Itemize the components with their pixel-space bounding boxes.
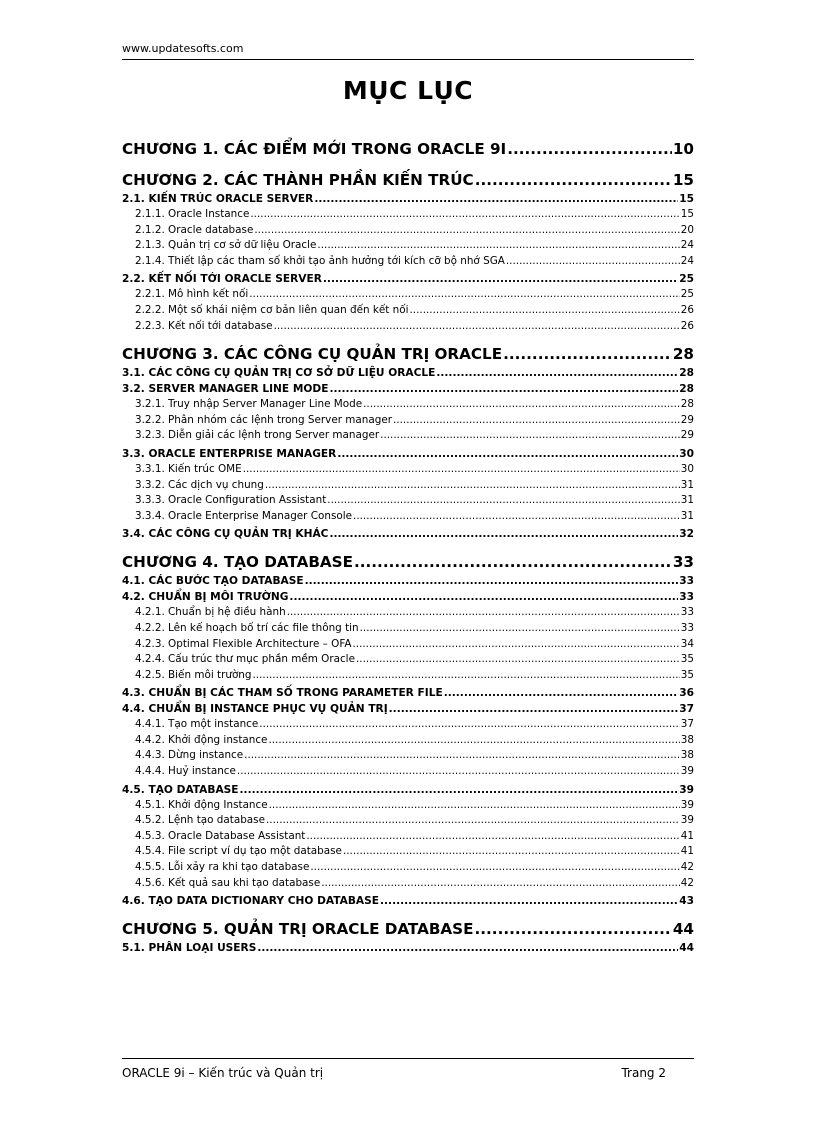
toc-dot-leader [507, 138, 672, 160]
toc-entry-page: 26 [680, 319, 694, 332]
toc-entry-page: 30 [679, 447, 694, 460]
toc-entry-label: 3.4. CÁC CÔNG CỤ QUẢN TRỊ KHÁC [122, 528, 329, 541]
toc-entry-label: 3.3. ORACLE ENTERPRISE MANAGER [122, 447, 337, 460]
toc-entry-label: 4.4.1. Tạo một instance [135, 718, 259, 731]
toc-dot-leader [306, 829, 679, 845]
toc-entry-page: 33 [679, 591, 694, 604]
toc-entry-sub[interactable] [122, 668, 694, 684]
toc-entry-sub[interactable] [122, 223, 694, 239]
toc-dot-leader [244, 748, 680, 764]
toc-entry-label: 4.2.3. Optimal Flexible Architecture – OFA [135, 637, 352, 650]
toc-entry-sub[interactable] [122, 493, 694, 509]
toc-entry-page: 31 [680, 478, 694, 491]
toc-dot-leader [343, 844, 680, 860]
toc-entry-sub[interactable] [122, 844, 694, 860]
toc-dot-leader [289, 589, 678, 605]
toc-entry-label: 2.1.3. Quản trị cơ sở dữ liệu Oracle [135, 239, 317, 252]
toc-entry-page: 33 [680, 621, 694, 634]
toc-dot-leader [380, 428, 680, 444]
toc-entry-label: 3.3.3. Oracle Configuration Assistant [135, 494, 327, 507]
toc-dot-leader [389, 701, 679, 717]
toc-entry-sub[interactable] [122, 428, 694, 444]
toc-entry-label: 5.1. PHÂN LOẠI USERS [122, 942, 257, 955]
toc-entry-page: 31 [680, 509, 694, 522]
toc-entry-label: 2.2.3. Kết nối tới database [135, 319, 273, 332]
header-site-url[interactable]: www.updatesofts.com [122, 42, 244, 55]
toc-dot-leader [356, 652, 680, 668]
toc-entry-page: 15 [679, 193, 694, 205]
toc-entry-page: 39 [680, 798, 694, 811]
toc-entry-section[interactable] [122, 526, 694, 542]
toc-entry-label: 4.5.3. Oracle Database Assistant [135, 829, 306, 842]
toc-entry-label: 2.2.2. Một số khái niệm cơ bản liên quan đến kết nối [135, 303, 409, 316]
toc-entry-page: 34 [680, 637, 694, 650]
toc-dot-leader [269, 798, 680, 814]
footer-document-title: ORACLE 9i – Kiến trúc và Quản trị [122, 1066, 324, 1080]
toc-entry-label: 4.6. TẠO DATA DICTIONARY CHO DATABASE [122, 895, 379, 908]
toc-dot-leader [274, 319, 680, 335]
toc-entry-sub[interactable] [122, 303, 694, 319]
toc-entry-sub[interactable] [122, 876, 694, 892]
toc-entry-page: 25 [679, 273, 694, 286]
toc-entry-label: 4.5.5. Lỗi xảy ra khi tạo database [135, 861, 310, 874]
toc-entry-sub[interactable] [122, 462, 694, 478]
toc-entry-label: 2.1.4. Thiết lập các tham số khởi tạo ảnh hưởng tới kích cỡ bộ nhớ SGA [135, 254, 505, 267]
toc-entry-sub[interactable] [122, 860, 694, 876]
table-of-contents [122, 138, 694, 956]
toc-entry-page: 28 [672, 345, 694, 364]
toc-dot-leader [360, 621, 680, 637]
toc-dot-leader [380, 893, 678, 909]
toc-dot-leader [393, 413, 680, 429]
toc-dot-leader [353, 509, 680, 525]
toc-entry-page: 38 [680, 733, 694, 746]
toc-entry-label: 4.5.4. File script ví dụ tạo một database [135, 845, 342, 858]
toc-entry-label: CHƯƠNG 2. CÁC THÀNH PHẦN KIẾN TRÚC [122, 171, 474, 189]
toc-entry-sub[interactable] [122, 748, 694, 764]
toc-dot-leader [444, 685, 679, 701]
toc-entry-page: 38 [680, 749, 694, 762]
toc-entry-page: 30 [680, 462, 694, 475]
toc-entry-sub[interactable] [122, 413, 694, 429]
toc-entry-label: 3.3.1. Kiến trúc OME [135, 462, 242, 475]
toc-entry-sub[interactable] [122, 621, 694, 637]
toc-dot-leader [321, 876, 680, 892]
page-title: MỤC LỤC [342, 76, 474, 105]
toc-entry-label: 4.2.4. Cấu trúc thư mục phần mềm Oracle [135, 653, 355, 666]
toc-entry-page: 42 [680, 861, 694, 874]
toc-entry-page: 43 [679, 895, 694, 908]
toc-entry-section[interactable] [122, 191, 694, 207]
toc-entry-section[interactable] [122, 573, 694, 589]
toc-dot-leader [249, 287, 680, 303]
toc-entry-sub[interactable] [122, 764, 694, 780]
toc-entry-page: 41 [680, 845, 694, 858]
toc-entry-page: 39 [679, 783, 694, 796]
toc-dot-leader [237, 764, 680, 780]
toc-entry-sub[interactable] [122, 397, 694, 413]
toc-entry-page: 20 [680, 223, 694, 236]
toc-dot-leader [250, 207, 679, 223]
toc-dot-leader [409, 303, 679, 319]
toc-entry-section[interactable] [122, 701, 694, 717]
toc-entry-sub[interactable] [122, 813, 694, 829]
toc-entry-label: 3.3.4. Oracle Enterprise Manager Console [135, 509, 353, 522]
toc-entry-chapter[interactable] [122, 169, 694, 191]
toc-entry-sub[interactable] [122, 798, 694, 814]
toc-entry-label: CHƯƠNG 4. TẠO DATABASE [122, 553, 353, 572]
toc-entry-sub[interactable] [122, 254, 694, 270]
toc-entry-page: 37 [680, 718, 694, 731]
toc-entry-page: 41 [680, 829, 694, 842]
toc-entry-page: 26 [680, 303, 694, 316]
toc-dot-leader [506, 254, 680, 270]
toc-entry-label: 4.2.2. Lên kế hoạch bố trí các file thông tin [135, 621, 359, 634]
toc-entry-sub[interactable] [122, 637, 694, 653]
toc-entry-label: 2.2.1. Mô hình kết nối [135, 288, 249, 301]
toc-entry-page: 15 [680, 208, 694, 220]
toc-entry-label: 4.5. TẠO DATABASE [122, 783, 239, 796]
toc-entry-sub[interactable] [122, 509, 694, 525]
toc-entry-page: 44 [679, 942, 694, 955]
toc-entry-page: 33 [672, 553, 694, 572]
toc-entry-label: 2.1.1. Oracle Instance [135, 208, 250, 220]
toc-entry-section[interactable] [122, 381, 694, 397]
toc-entry-label: 4.2.1. Chuẩn bị hệ điều hành [135, 606, 286, 619]
toc-entry-label: 3.2.1. Truy nhập Server Manager Line Mode [135, 398, 363, 411]
toc-entry-section[interactable] [122, 446, 694, 462]
toc-entry-label: CHƯƠNG 3. CÁC CÔNG CỤ QUẢN TRỊ ORACLE [122, 345, 503, 364]
toc-entry-label: 2.1.2. Oracle database [135, 223, 254, 236]
header-divider [122, 59, 694, 60]
toc-entry-page: 25 [680, 288, 694, 301]
toc-dot-leader [257, 940, 678, 956]
toc-entry-label: 4.3. CHUẨN BỊ CÁC THAM SỐ TRONG PARAMETER FILE [122, 687, 443, 700]
toc-entry-chapter[interactable] [122, 138, 694, 160]
toc-entry-label: CHƯƠNG 5. QUẢN TRỊ ORACLE DATABASE [122, 920, 474, 939]
toc-entry-sub[interactable] [122, 652, 694, 668]
toc-dot-leader [310, 860, 679, 876]
toc-entry-label: CHƯƠNG 1. CÁC ĐIỂM MỚI TRONG ORACLE 9I [122, 140, 507, 158]
toc-entry-page: 24 [680, 239, 694, 252]
toc-entry-sub[interactable] [122, 319, 694, 335]
toc-entry-label: 4.5.6. Kết quả sau khi tạo database [135, 876, 321, 889]
toc-entry-page: 24 [680, 254, 694, 267]
toc-dot-leader [287, 605, 680, 621]
footer-page-number: Trang 2 [621, 1066, 666, 1080]
toc-entry-section[interactable] [122, 589, 694, 605]
toc-entry-label: 4.5.1. Khởi động Instance [135, 798, 268, 811]
toc-entry-page: 33 [680, 606, 694, 619]
toc-entry-page: 37 [679, 703, 694, 716]
toc-dot-leader [503, 343, 672, 365]
toc-entry-label: 4.5.2. Lệnh tạo database [135, 814, 265, 827]
toc-entry-section[interactable] [122, 271, 694, 287]
toc-entry-label: 4.2. CHUẨN BỊ MÔI TRƯỜNG [122, 591, 289, 604]
toc-entry-sub[interactable] [122, 829, 694, 845]
toc-dot-leader [436, 365, 678, 381]
toc-entry-page: 28 [679, 383, 694, 396]
toc-dot-leader [327, 493, 680, 509]
toc-dot-leader [352, 637, 679, 653]
toc-entry-page: 35 [680, 668, 694, 681]
toc-entry-label: 4.4.2. Khởi động instance [135, 733, 268, 746]
toc-entry-label: 3.2.3. Diễn giải các lệnh trong Server manager [135, 429, 380, 442]
toc-entry-page: 35 [680, 653, 694, 666]
toc-entry-label: 4.2.5. Biến môi trường [135, 668, 252, 681]
toc-dot-leader [254, 223, 679, 239]
toc-dot-leader [243, 462, 680, 478]
toc-entry-sub[interactable] [122, 717, 694, 733]
toc-dot-leader [268, 733, 679, 749]
toc-dot-leader [337, 446, 678, 462]
toc-dot-leader [329, 381, 678, 397]
toc-dot-leader [323, 271, 678, 287]
toc-entry-label: 3.2. SERVER MANAGER LINE MODE [122, 383, 329, 396]
toc-entry-chapter[interactable] [122, 918, 694, 940]
toc-entry-chapter[interactable] [122, 551, 694, 573]
toc-dot-leader [475, 169, 672, 191]
toc-entry-page: 32 [679, 528, 694, 541]
toc-entry-page: 39 [680, 765, 694, 778]
toc-dot-leader [475, 918, 672, 940]
toc-entry-label: 3.2.2. Phân nhóm các lệnh trong Server manager [135, 413, 392, 426]
toc-dot-leader [329, 526, 678, 542]
toc-entry-page: 28 [680, 398, 694, 411]
toc-entry-sub[interactable] [122, 478, 694, 494]
toc-entry-section[interactable] [122, 893, 694, 909]
toc-entry-page: 28 [679, 367, 694, 380]
toc-entry-page: 29 [680, 429, 694, 442]
toc-entry-page: 42 [680, 876, 694, 889]
toc-entry-sub[interactable] [122, 733, 694, 749]
toc-dot-leader [354, 551, 672, 573]
toc-entry-page: 39 [680, 814, 694, 827]
toc-dot-leader [252, 668, 679, 684]
toc-entry-section[interactable] [122, 365, 694, 381]
toc-entry-page: 29 [680, 413, 694, 426]
toc-entry-sub[interactable] [122, 207, 694, 223]
toc-entry-page: 44 [672, 920, 694, 939]
toc-dot-leader [314, 191, 678, 207]
toc-entry-label: 4.4.3. Dừng instance [135, 749, 244, 762]
toc-dot-leader [265, 478, 680, 494]
toc-entry-sub[interactable] [122, 238, 694, 254]
toc-entry-sub[interactable] [122, 287, 694, 303]
toc-entry-label: 4.4. CHUẨN BỊ INSTANCE PHỤC VỤ QUẢN TRỊ [122, 703, 388, 716]
toc-entry-page: 31 [680, 494, 694, 507]
toc-entry-chapter[interactable] [122, 343, 694, 365]
toc-entry-section[interactable] [122, 940, 694, 956]
toc-entry-label: 2.2. KẾT NỐI TỚI ORACLE SERVER [122, 273, 322, 286]
toc-entry-section[interactable] [122, 685, 694, 701]
footer-divider [122, 1058, 694, 1059]
toc-entry-label: 4.4.4. Huỷ instance [135, 765, 236, 778]
toc-entry-section[interactable] [122, 782, 694, 798]
toc-entry-label: 3.3.2. Các dịch vụ chung [135, 478, 264, 491]
toc-entry-sub[interactable] [122, 605, 694, 621]
toc-entry-page: 36 [679, 687, 694, 700]
toc-entry-page: 33 [679, 575, 694, 588]
toc-dot-leader [363, 397, 680, 413]
toc-dot-leader [317, 238, 679, 254]
toc-entry-label: 2.1. KIẾN TRÚC ORACLE SERVER [122, 193, 314, 205]
toc-entry-label: 3.1. CÁC CÔNG CỤ QUẢN TRỊ CƠ SỞ DỮ LIỆU ORACLE [122, 367, 436, 380]
toc-entry-label: 4.1. CÁC BƯỚC TẠO DATABASE [122, 575, 304, 588]
toc-entry-page: 10 [672, 140, 694, 158]
toc-dot-leader [305, 573, 679, 589]
toc-entry-page: 15 [672, 171, 694, 189]
toc-dot-leader [240, 782, 679, 798]
toc-dot-leader [259, 717, 679, 733]
toc-dot-leader [266, 813, 680, 829]
